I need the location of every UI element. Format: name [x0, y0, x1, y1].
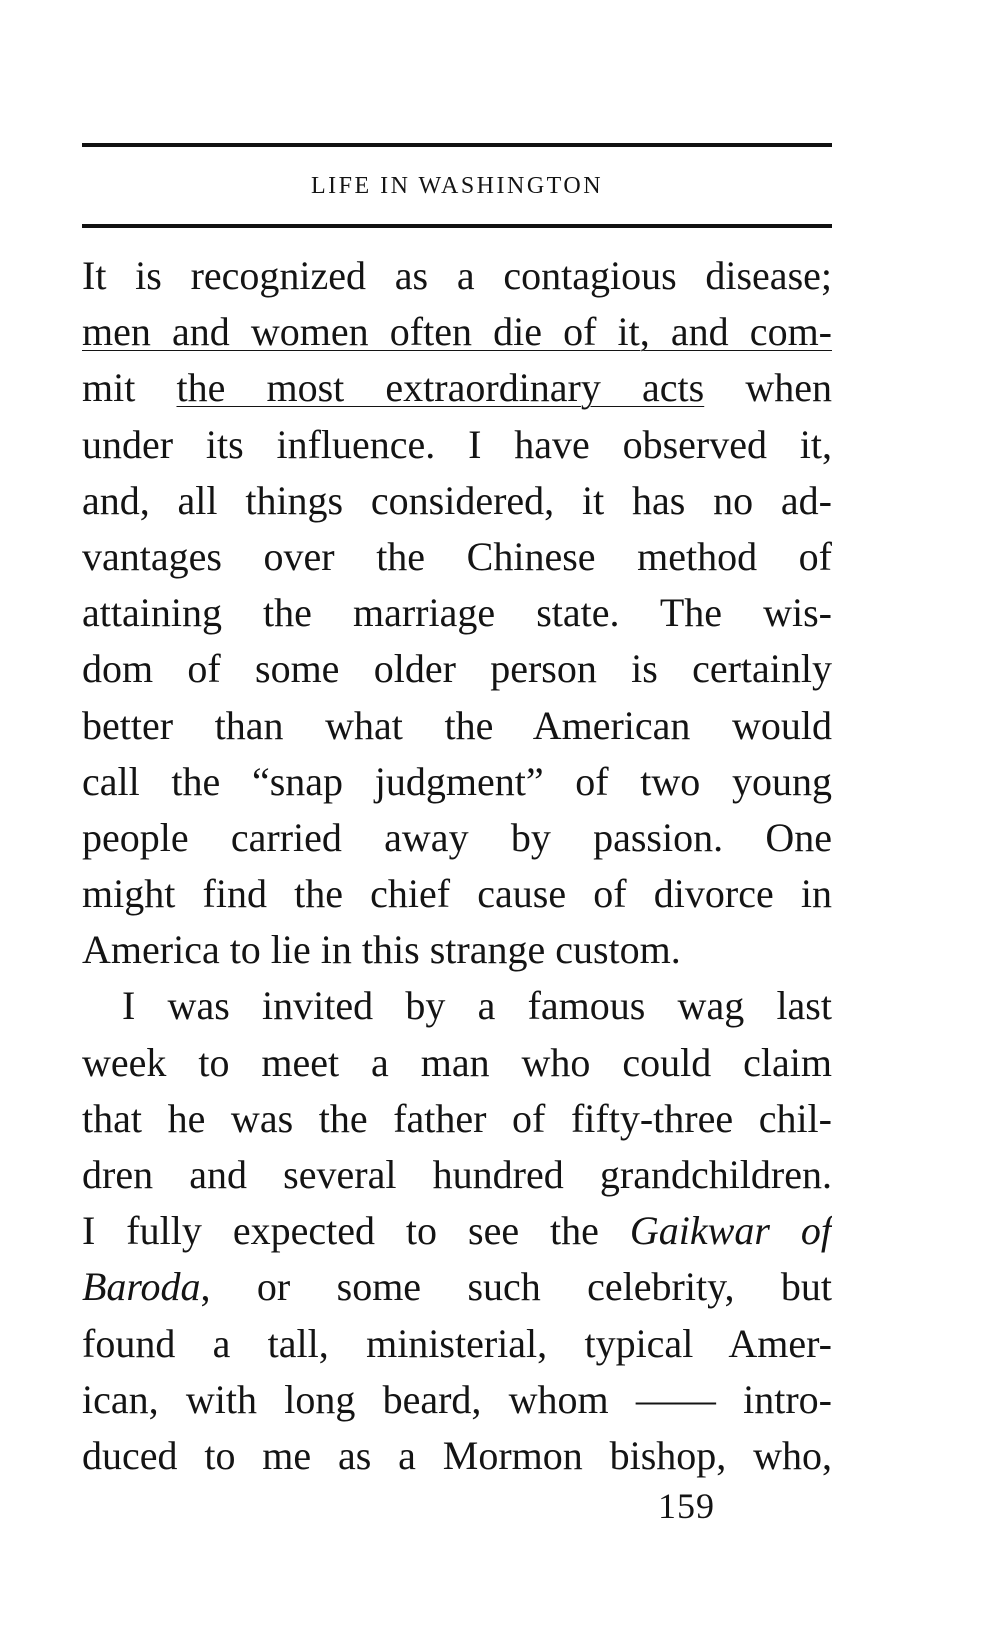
header-rule-top	[82, 143, 832, 147]
text-line-6: vantages over the Chinese method of	[82, 533, 832, 579]
text-line-3-end: when	[704, 365, 832, 411]
text-line-3-start: mit	[82, 365, 177, 411]
text-line-22: duced to me as a Mormon bishop, who,	[82, 1432, 832, 1478]
page-number: 159	[658, 1486, 715, 1526]
body-text	[82, 248, 832, 1484]
text-line-18	[82, 1203, 832, 1259]
text-line-19-italic: Baroda	[82, 1264, 201, 1310]
text-line-2: men and women often die of it, and com-	[82, 309, 832, 355]
text-line-18-roman: I fully expected to see the	[82, 1208, 630, 1254]
text-line-11: people carried away by passion. One	[82, 814, 832, 860]
text-line-13: America to lie in this strange custom.	[82, 927, 681, 973]
text-line-16: that he was the father of fifty-three chil-	[82, 1095, 832, 1141]
text-line-3	[82, 360, 832, 416]
text-line-1: It is recognized as a contagious disease;	[82, 253, 832, 298]
text-line-7: attaining the marriage state. The wis-	[82, 590, 832, 636]
text-line-9: better than what the American would	[82, 702, 832, 748]
text-line-4: under its influence. I have observed it,	[82, 421, 832, 467]
text-line-20: found a tall, ministerial, typical Amer-	[82, 1320, 832, 1366]
text-line-3-underlined: the most extraordinary acts	[176, 365, 705, 411]
text-line-10: call the “snap judgment” of two young	[82, 758, 832, 804]
text-line-15: week to meet a man who could claim	[82, 1039, 832, 1085]
text-line-21: ican, with long beard, whom —— intro-	[82, 1376, 832, 1422]
text-line-17: dren and several hundred grandchildren.	[82, 1152, 832, 1197]
text-line-19-roman: , or some such celebrity, but	[200, 1264, 832, 1310]
text-line-18-italic: Gaikwar of	[629, 1208, 832, 1254]
text-line-5: and, all things considered, it has no ad-	[82, 477, 832, 523]
text-line-19	[82, 1259, 832, 1315]
running-head: LIFE IN WASHINGTON	[310, 173, 604, 199]
header-rule-bottom	[82, 224, 832, 228]
text-line-14: I was invited by a famous wag last	[122, 983, 832, 1029]
text-line-12: might find the chief cause of divorce in	[82, 871, 832, 917]
text-line-8: dom of some older person is certainly	[82, 646, 832, 692]
